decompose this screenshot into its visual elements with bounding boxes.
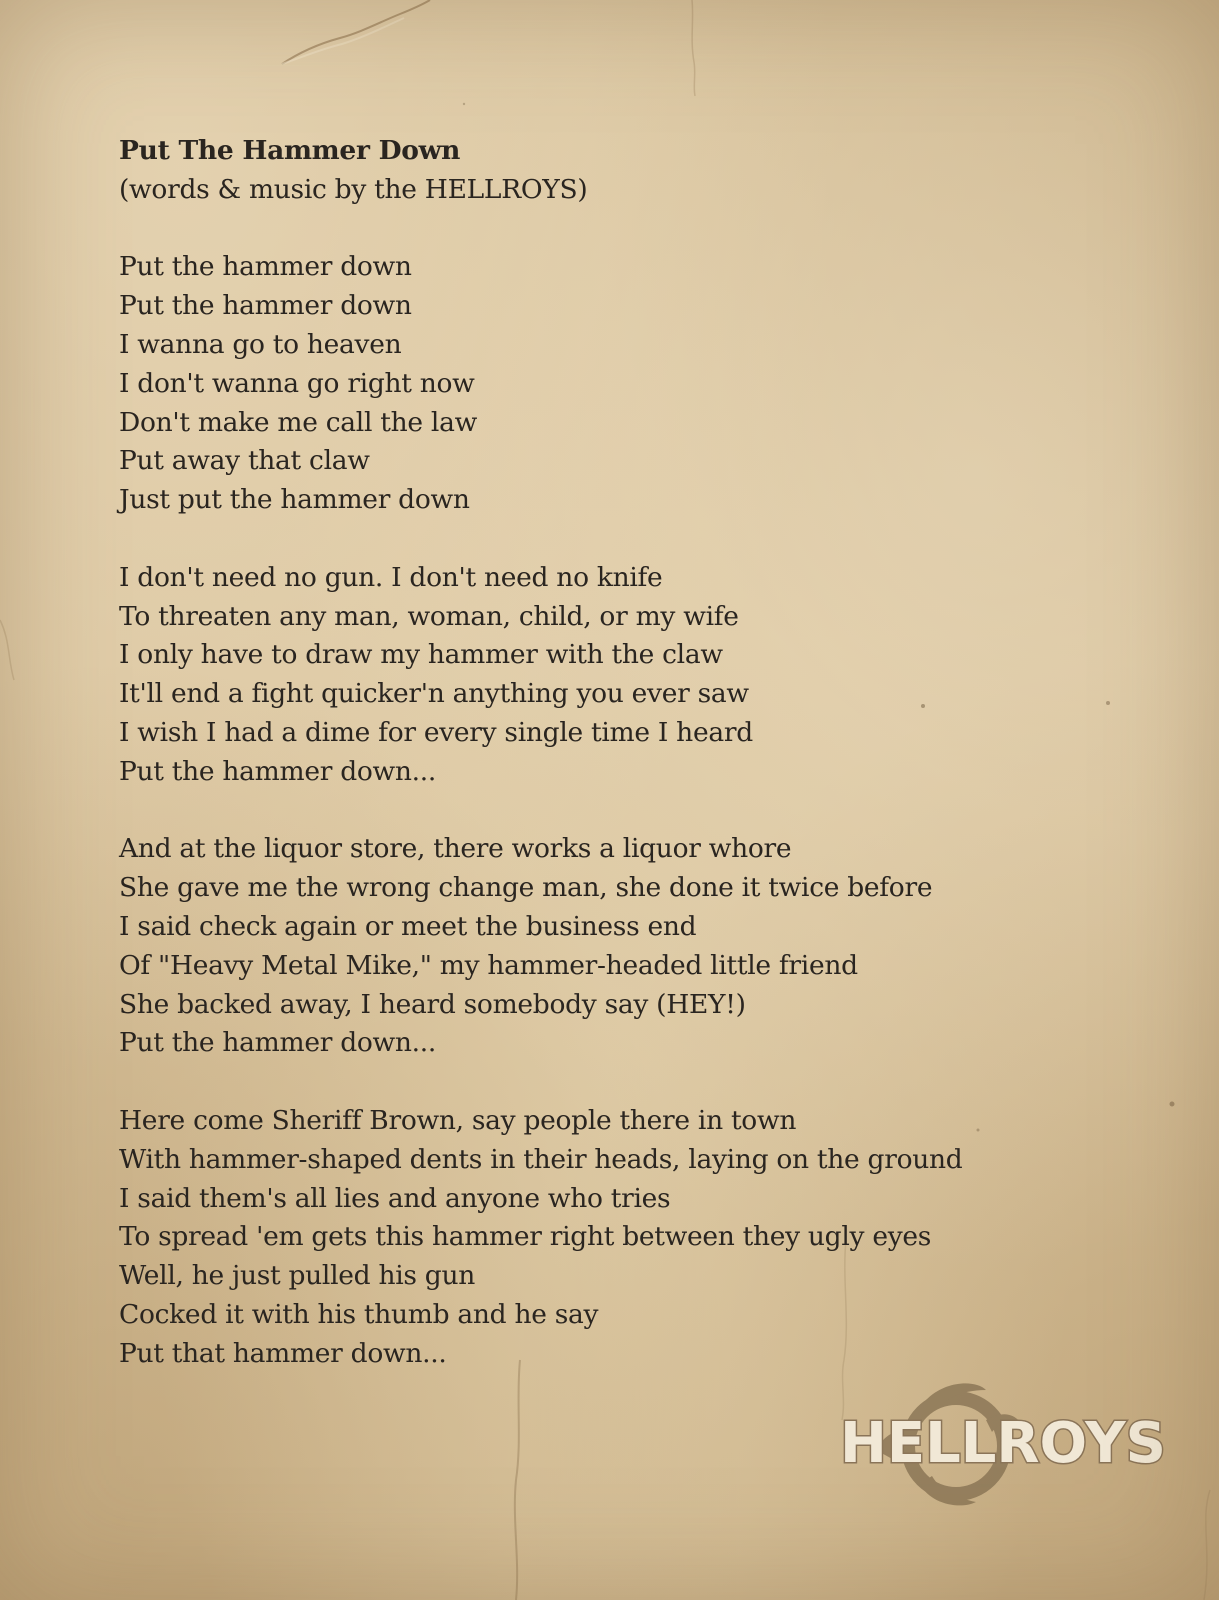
lyric-line: She gave me the wrong change man, she done it twice before [119,872,933,904]
lyric-line: Here come Sheriff Brown, say people there in town [119,1104,797,1136]
lyric-line: Put that hammer down... [119,1337,447,1369]
hellroys-logo [836,1380,1176,1510]
lyric-stanza [119,248,1159,520]
lyric-line: Put the hammer down [119,251,412,283]
lyric-line: Put the hammer down... [119,1027,437,1059]
lyric-line: With hammer-shaped dents in their heads, laying on the ground [119,1143,963,1175]
lyric-line: Well, he just pulled his gun [119,1260,476,1292]
lyric-line: Put away that claw [119,445,370,477]
paper-tear-top [282,0,430,64]
logo-wordmark: HELLROYS [840,1411,1166,1476]
lyric-line: I said check again or meet the business end [119,910,697,942]
song-credit: (words & music by the HELLROYS) [119,173,588,205]
lyric-line: Just put the hammer down [119,484,470,516]
lyric-line: I said them's all lies and anyone who tries [119,1182,671,1214]
lyric-line: And at the liquor store, there works a liquor whore [119,833,792,865]
lyric-line: Don't make me call the law [119,406,477,438]
lyric-line: I don't need no gun. I don't need no knife [119,561,663,593]
lyric-line: Of "Heavy Metal Mike," my hammer-headed little friend [119,949,858,981]
lyric-line: I only have to draw my hammer with the claw [119,639,723,671]
lyric-line: Put the hammer down [119,290,412,322]
lyric-line: Put the hammer down... [119,755,437,787]
lyric-stanza [119,559,1159,792]
lyric-line: I don't wanna go right now [119,367,475,399]
lyric-line: To threaten any man, woman, child, or my wife [119,600,739,632]
paper-crease-top [692,0,695,96]
lyric-line: She backed away, I heard somebody say (HEY!) [119,988,746,1020]
lyric-line: I wish I had a dime for every single time I heard [119,716,753,748]
lyric-stanza [119,1102,1159,1374]
lyrics-sheet [119,132,1159,1374]
lyric-line: It'll end a fight quicker'n anything you ever saw [119,678,749,710]
lyric-line: Cocked it with his thumb and he say [119,1298,599,1330]
paper-crease-bottom [515,1360,520,1600]
lyric-line: To spread 'em gets this hammer right between they ugly eyes [119,1221,932,1253]
lyric-line: I wanna go to heaven [119,328,402,360]
lyric-stanza [119,830,1159,1063]
song-title: Put The Hammer Down [119,135,461,166]
